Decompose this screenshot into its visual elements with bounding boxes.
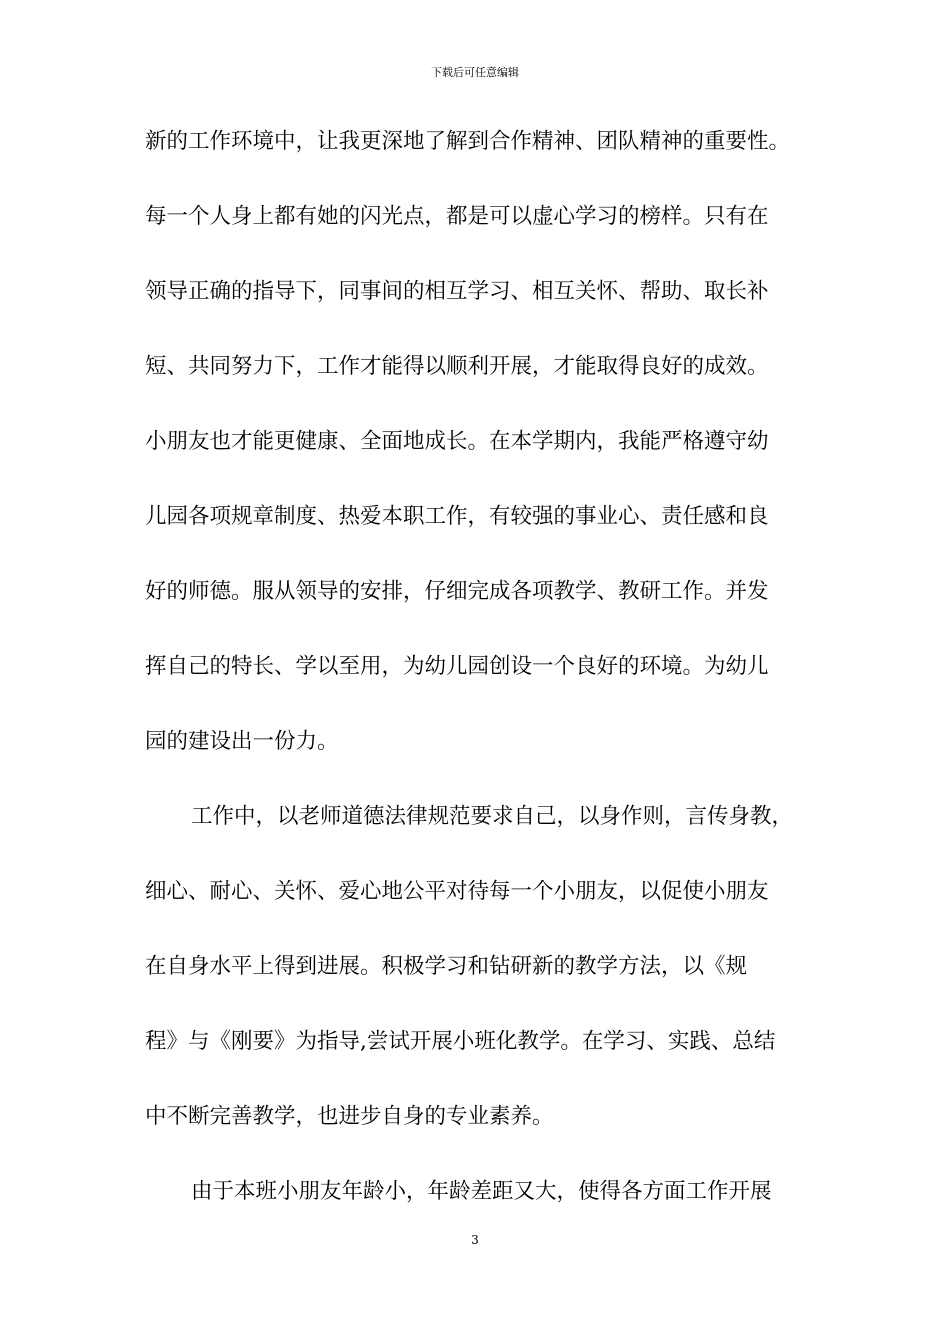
text-line: 小朋友也才能更健康、全面地成长。在本学期内，我能严格遵守幼 bbox=[145, 429, 769, 454]
paragraph-start-line: 工作中，以老师道德法律规范要求自己，以身作则，言传身教， bbox=[191, 804, 794, 829]
text-line: 每一个人身上都有她的闪光点，都是可以虚心学习的榜样。只有在 bbox=[145, 204, 769, 229]
text-line: 好的师德。服从领导的安排，仔细完成各项教学、教研工作。并发 bbox=[145, 579, 769, 604]
document-body bbox=[145, 120, 825, 1245]
text-line: 领导正确的指导下，同事间的相互学习、相互关怀、帮助、取长补 bbox=[145, 279, 769, 304]
text-line: 短、共同努力下，工作才能得以顺利开展，才能取得良好的成效。 bbox=[145, 354, 769, 379]
text-line: 园的建设出一份力。 bbox=[145, 729, 339, 754]
text-line: 在自身水平上得到进展。积极学习和钻研新的教学方法，以《规 bbox=[145, 954, 748, 979]
text-line: 程》与《刚要》为指导,尝试开展小班化教学。在学习、实践、总结 bbox=[145, 1029, 776, 1054]
paragraph-start-line: 由于本班小朋友年龄小，年龄差距又大，使得各方面工作开展 bbox=[191, 1179, 772, 1204]
text-line: 儿园各项规章制度、热爱本职工作，有较强的事业心、责任感和良 bbox=[145, 504, 769, 529]
page-number: 3 bbox=[471, 1233, 479, 1247]
text-line: 新的工作环境中，让我更深地了解到合作精神、团队精神的重要性。 bbox=[145, 129, 791, 154]
page-header: 下载后可任意编辑 bbox=[431, 66, 519, 79]
text-line: 挥自己的特长、学以至用，为幼儿园创设一个良好的环境。为幼儿 bbox=[145, 654, 769, 679]
text-line: 细心、耐心、关怀、爱心地公平对待每一个小朋友，以促使小朋友 bbox=[145, 879, 769, 904]
text-line: 中不断完善教学，也进步自身的专业素养。 bbox=[145, 1104, 554, 1129]
